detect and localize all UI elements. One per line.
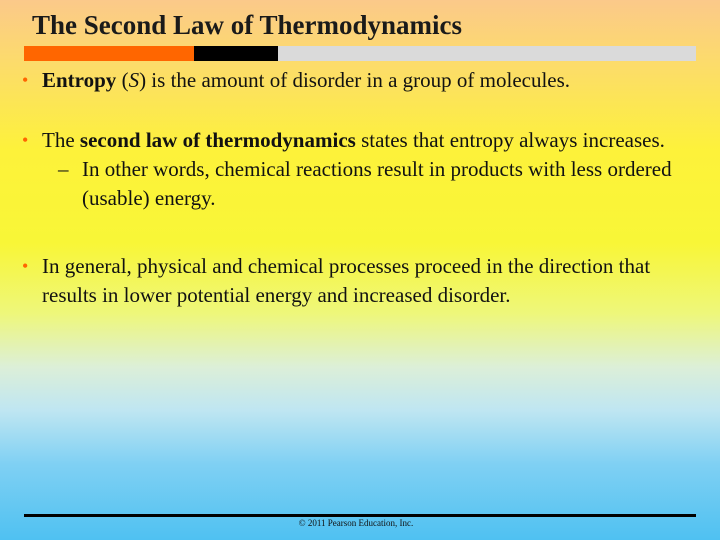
bullet-marker: • xyxy=(22,70,29,90)
bullet-text: states that entropy always increases. xyxy=(355,128,665,152)
bullet-text: ) is the amount of disorder in a group of molecules. xyxy=(139,68,571,92)
bullet-entropy: • Entropy (S) is the amount of disorder in a group of molecules. xyxy=(22,66,702,95)
entropy-symbol: S xyxy=(128,68,140,92)
sub-bullet-other-words xyxy=(22,155,702,213)
bullet-marker: • xyxy=(22,130,29,150)
bullet-general xyxy=(22,252,702,310)
sub-bullet-text: In other words, chemical reactions result in products with less ordered (usable) energy. xyxy=(82,157,672,210)
copyright-footer: © 2011 Pearson Education, Inc. xyxy=(298,518,414,528)
term-second-law: second law of thermodynamics xyxy=(79,128,356,152)
page-title: The Second Law of Thermodynamics xyxy=(32,10,463,40)
slide-content xyxy=(22,64,702,310)
footer-rule xyxy=(24,514,696,517)
bullet-text: In general, physical and chemical processes proceed in the direction that results in lower potential energy and increased disorder. xyxy=(42,254,651,307)
title-accent-bar-grey xyxy=(278,46,696,61)
term-entropy: Entropy xyxy=(42,68,117,92)
bullet-second-law: • The second law of thermodynamics states that entropy always increases. xyxy=(22,126,702,155)
title-accent-bar-black xyxy=(194,46,278,61)
title-accent-bar-orange xyxy=(24,46,194,61)
sub-bullet-marker: – xyxy=(58,157,69,181)
bullet-marker: • xyxy=(22,256,29,276)
